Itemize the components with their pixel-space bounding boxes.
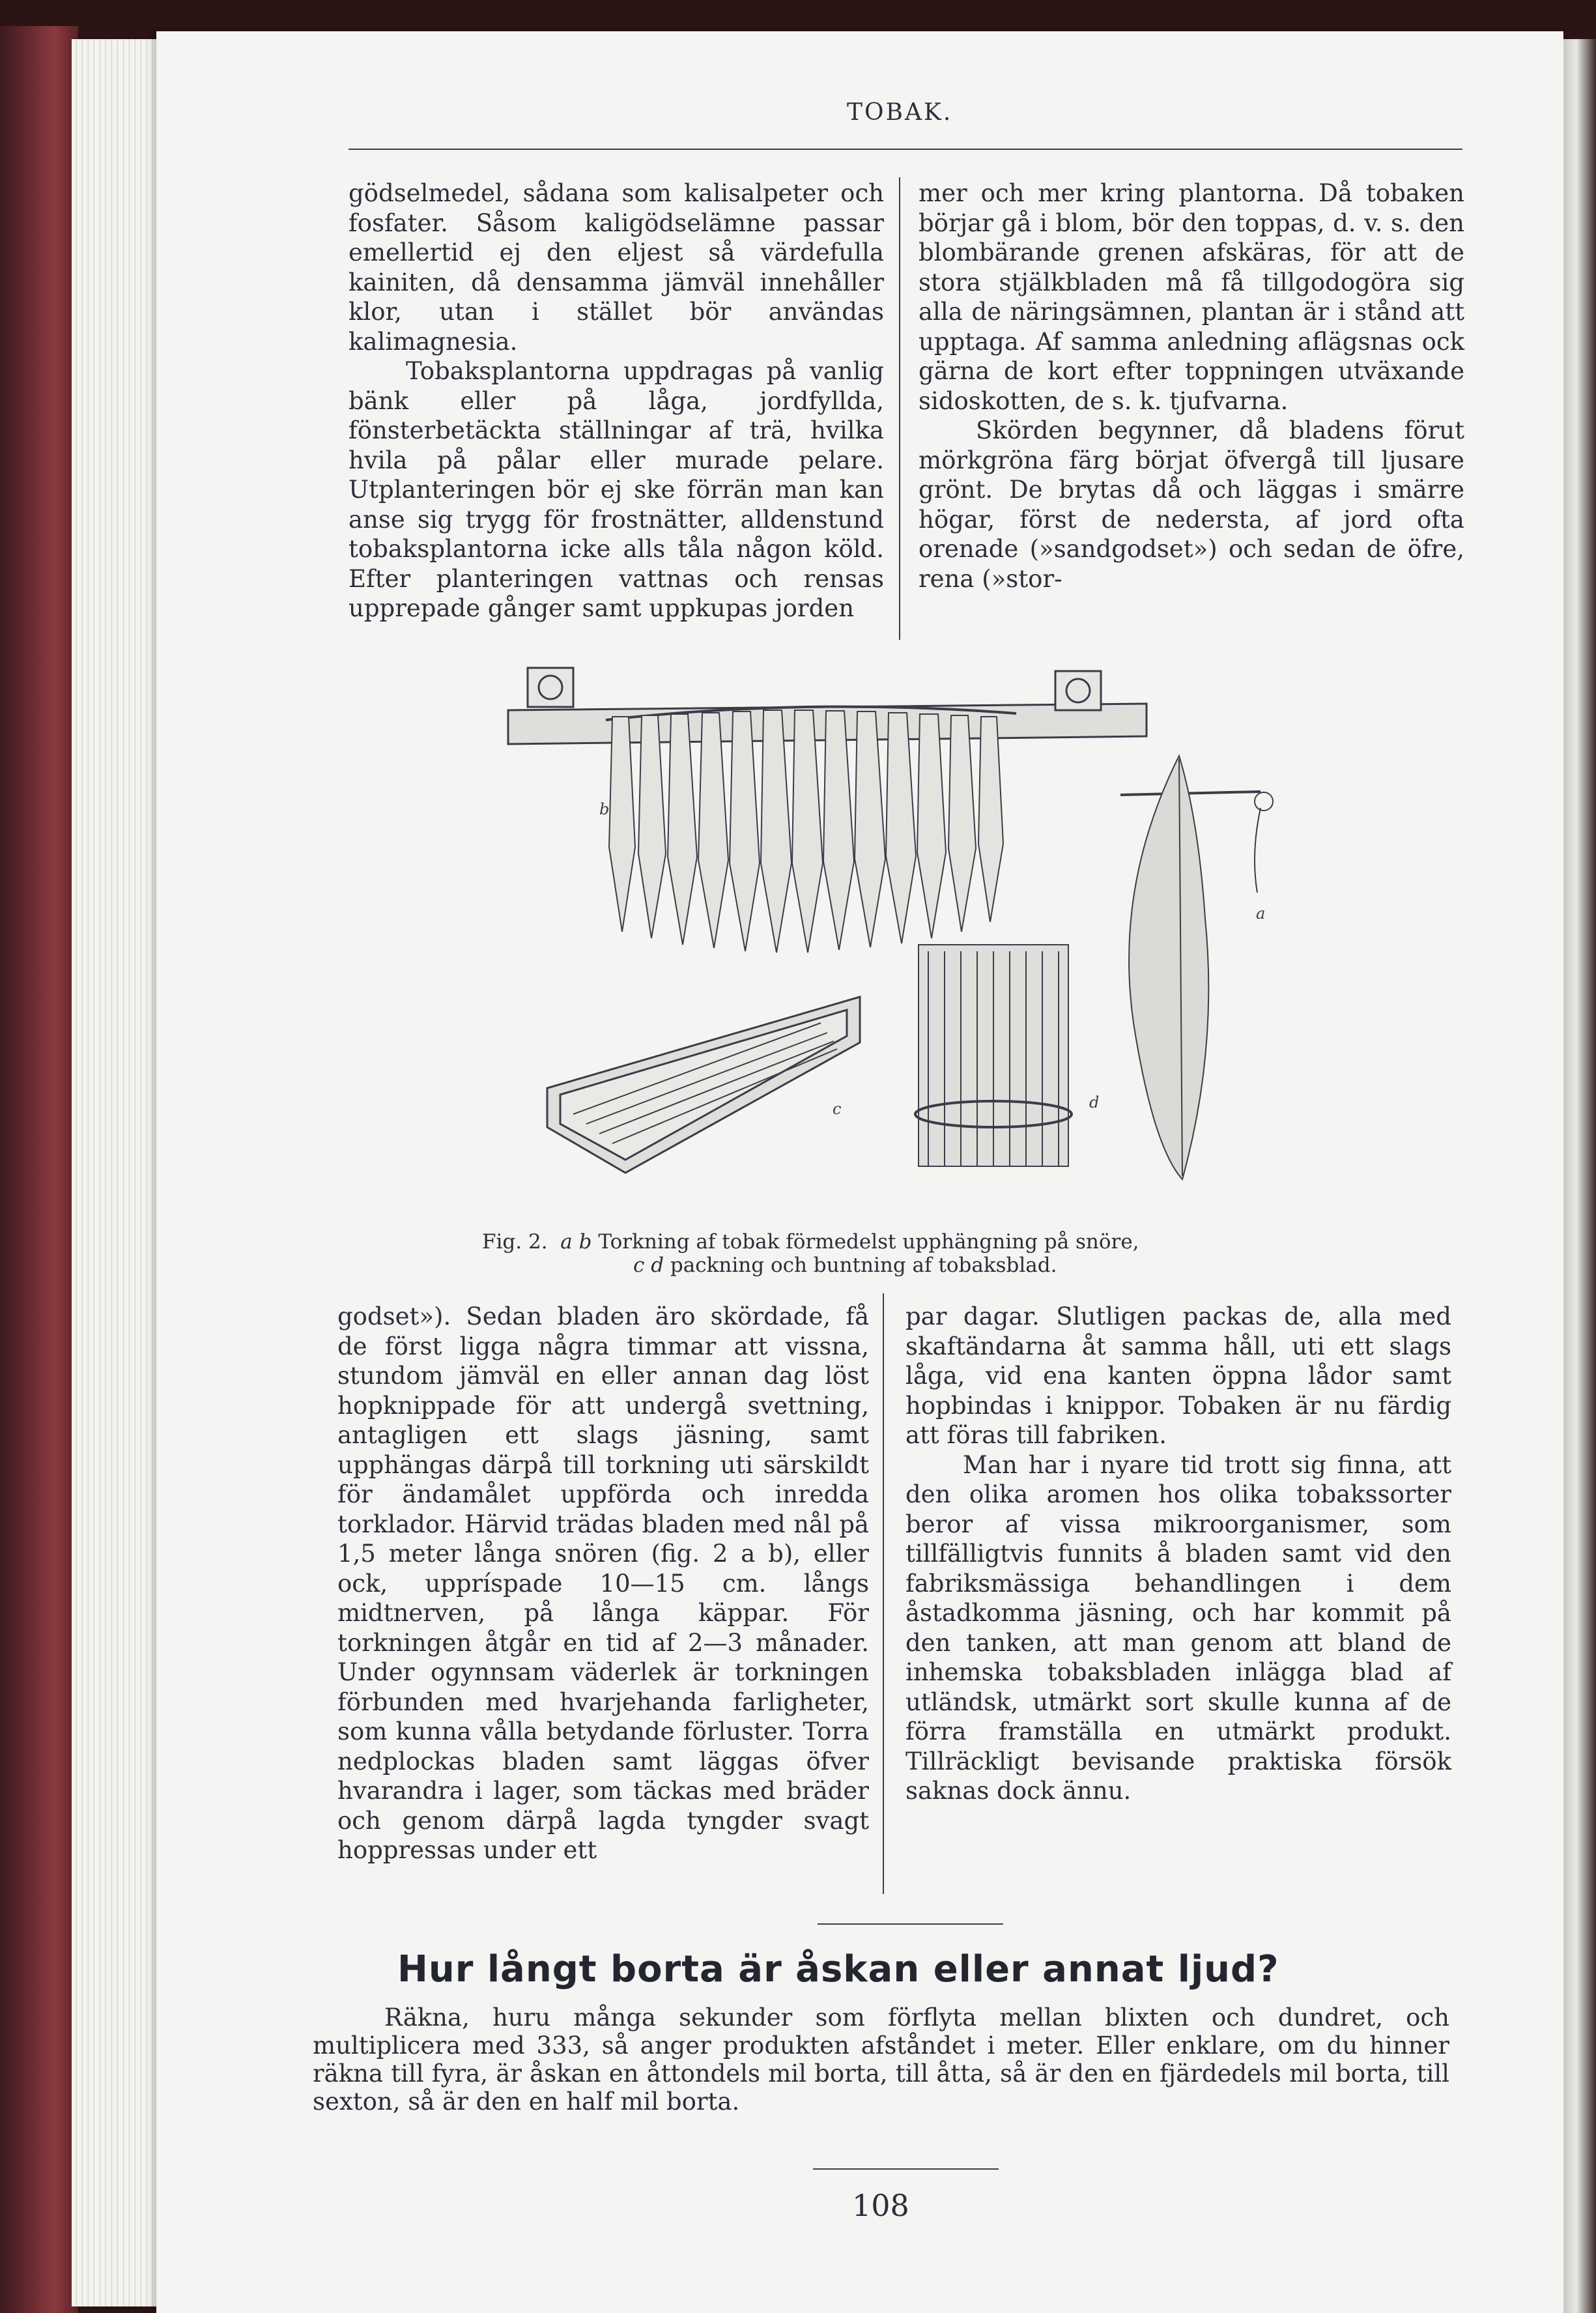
caption-letters-ab: a b bbox=[560, 1230, 592, 1254]
running-header: TOBAK. bbox=[847, 99, 953, 126]
column-bottom-right bbox=[905, 1302, 1451, 1806]
box-headline: Hur långt borta är åskan eller annat ljud? bbox=[397, 1948, 1279, 1990]
bracket-right bbox=[1055, 671, 1101, 710]
figure-label-b: b bbox=[599, 800, 610, 818]
box-text: Räkna, huru många sekunder som förflyta mellan blixten och dundret, och multiplicera med 333, så anger produkten afståndet i meter. Eller enklare, om du hinner räkna till fyra, är åskan en åttondels mil borta, till åtta, så är den en fjärdedels mil borta, till sexton, så är den en half mil borta. bbox=[313, 2004, 1449, 2116]
paragraph: par dagar. Slutligen packas de, alla med skaftändarna åt samma håll, uti ett slags låga, vid ena kanten öppna lådor samt hopbindas i knippor. Tobaken är nu färdig att föras till fabriken. bbox=[905, 1302, 1451, 1449]
paragraph: Man har i nyare tid trott sig finna, att den olika aromen hos olika tobakssorter beror af vissa mikroorganismer, som tillfälligtvis funnits å bladen samt vid den fabriksmässiga behandlingen i dem åstadkomma jäsning, och har kommit på den tanken, att man genom att bland de inhemska tobaksbladen inlägga blad af utländsk, utmärkt sort skulle kunna af de förra framställa en utmärkt produkt. Tillräckligt bevisande praktiska försök saknas dock ännu. bbox=[905, 1450, 1451, 1805]
caption-line-2: packning och buntning af tobaksblad. bbox=[670, 1254, 1057, 1277]
column-divider bbox=[899, 177, 900, 640]
caption-line-1: Torkning af tobak förmedelst upphängning på snöre, bbox=[598, 1230, 1139, 1254]
figure-caption bbox=[482, 1230, 1139, 1277]
paragraph: mer och mer kring plantorna. Då tobaken börjar gå i blom, bör den toppas, d. v. s. den blombärande grenen afskäras, för att de stora stjälkbladen må få tillgodogöra sig alla de näringsämnen, plantan är i stånd att upptaga. Af samma anledning aflägsnas ock gärna de kort efter toppningen utväxande sidoskotten, de s. k. tjufvarna. bbox=[919, 179, 1464, 415]
column-top-right bbox=[919, 179, 1464, 594]
page-number: 108 bbox=[852, 2188, 909, 2223]
caption-fig-number: Fig. 2. bbox=[482, 1230, 548, 1254]
paragraph: Tobaksplantorna uppdragas på vanlig bänk eller på låga, jordfyllda, fönsterbetäckta ställningar af trä, hvilka hvila på pålar eller murade pelare. Utplanteringen bör ej ske förrän man kan anse sig trygg för frostnätter, alldenstund tobaksplantorna icke alls tåla någon köld. Efter planteringen vattnas och rensas upprepade gånger samt uppkupas jorden bbox=[349, 357, 884, 622]
separator-rule bbox=[818, 1923, 1003, 1925]
header-rule bbox=[349, 149, 1462, 150]
hanging-leaves bbox=[609, 710, 1003, 953]
page-edges bbox=[72, 39, 169, 2306]
column-top-left bbox=[349, 179, 884, 624]
separator-rule bbox=[813, 2168, 999, 2170]
bracket-left bbox=[528, 668, 573, 707]
figure-label-c: c bbox=[833, 1100, 842, 1118]
tobacco-box-illustration bbox=[547, 997, 860, 1173]
figure-label-a: a bbox=[1256, 904, 1266, 923]
book-cover-edge bbox=[0, 26, 78, 2313]
paragraph: godset»). Sedan bladen äro skördade, få de först ligga några timmar att vissna, stundom jämväl en eller annan dag löst hopknippade för att undergå svettning, antagligen ett slags jäsning, samt upphängas därpå till torkning uti särskildt för ändamålet uppförda och inredda torklador. Härvid trädas bladen med nål på 1,5 meter långa snören (fig. 2 a b), eller ock, uppríspade 10—15 cm. långs midtnerven, på långa käppar. För torkningen åtgår en tid af 2—3 månader. Under ogynnsam väderlek är torkningen förbunden med hvarjehanda farligheter, som kunna vålla betydande förluster. Torra nedplockas bladen samt läggas öfver hvarandra i lager, som täckas med bräder och genom därpå lagda tyngder svagt hoppressas under ett bbox=[337, 1302, 869, 1864]
tobacco-bundle-illustration bbox=[915, 945, 1072, 1166]
paragraph: gödselmedel, sådana som kalisalpeter och fosfater. Såsom kaligödselämne passar emellertid ej den eljest så värdefulla kainiten, då densamma jämväl innehåller klor, utan i stället bör användas kalimagnesia. bbox=[349, 179, 884, 356]
caption-letters-cd: c d bbox=[633, 1254, 664, 1277]
figure-tobacco-drying bbox=[495, 658, 1303, 1199]
column-bottom-left bbox=[337, 1302, 869, 1865]
page-gutter bbox=[1563, 39, 1596, 2313]
drying-rack-illustration bbox=[508, 668, 1273, 1179]
paragraph: Skörden begynner, då bladens förut mörkgröna färg börjat öfvergå till ljusare grönt. De brytas då och läggas i smärre högar, först de nedersta, af jord ofta orenade (»sandgodset») och sedan de öfre, rena (»stor- bbox=[919, 416, 1464, 593]
single-leaf-on-needle bbox=[1120, 756, 1273, 1179]
figure-label-d: d bbox=[1089, 1093, 1100, 1112]
column-divider bbox=[883, 1293, 884, 1894]
